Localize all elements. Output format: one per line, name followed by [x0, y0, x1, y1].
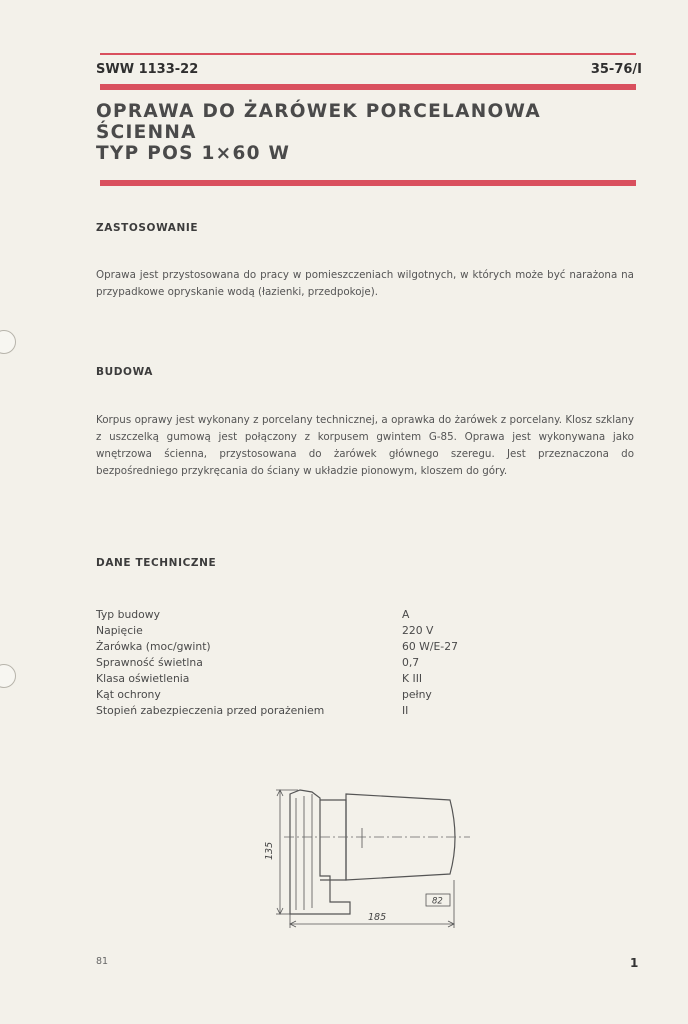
- spec-value: 0,7: [402, 656, 420, 669]
- section-text-zastosowanie: Oprawa jest przystosowana do pracy w pomieszczeniach wilgotnych, w których może być narażona na przypadkowe opryskanie wodą (łazienki, przedpokoje).: [96, 269, 634, 298]
- title-line-2: ŚCIENNA: [96, 122, 197, 143]
- document-code: SWW 1133-22: [96, 62, 199, 77]
- spec-label: Typ budowy: [96, 608, 160, 621]
- catalog-number: 35-76/I: [590, 62, 642, 77]
- page-title: [96, 101, 541, 164]
- punch-hole: [0, 664, 16, 688]
- punch-hole: [0, 330, 16, 354]
- height-dimension-label: 135: [264, 841, 275, 860]
- drawing-box-label: 82: [432, 896, 443, 907]
- spec-value: A: [402, 608, 410, 621]
- drawing-base-body: [290, 790, 350, 914]
- spec-value: pełny: [402, 688, 432, 701]
- width-dimension-label: 185: [368, 912, 387, 923]
- section-heading-zastosowanie: ZASTOSOWANIE: [96, 222, 199, 234]
- spec-value: 60 W/E-27: [402, 640, 458, 653]
- spec-value: K III: [402, 672, 423, 685]
- spec-value: 220 V: [402, 624, 434, 637]
- title-line-1: OPRAWA DO ŻARÓWEK PORCELANOWA: [96, 101, 542, 122]
- technical-drawing: [250, 780, 480, 940]
- spec-label: Kąt ochrony: [96, 688, 161, 701]
- section-heading-budowa: BUDOWA: [96, 366, 154, 378]
- spec-label: Żarówka (moc/gwint): [96, 640, 211, 653]
- spec-label: Sprawność świetlna: [96, 656, 203, 669]
- drawing-height-dimension: [276, 790, 298, 914]
- spec-label: Klasa oświetlenia: [96, 672, 190, 685]
- spec-label: Napięcie: [96, 624, 143, 637]
- title-rule: [100, 180, 636, 186]
- drawing-socket: [320, 800, 346, 880]
- section-heading-dane: DANE TECHNICZNE: [96, 557, 217, 569]
- page-number-left: 81: [96, 956, 109, 967]
- spec-label: Stopień zabezpieczenia przed porażeniem: [96, 704, 325, 717]
- page-number-right: 1: [630, 956, 639, 970]
- spec-value: II: [402, 704, 409, 717]
- top-rule: [100, 53, 636, 55]
- header-rule: [100, 84, 636, 90]
- title-line-3: TYP POS 1×60 W: [96, 143, 291, 164]
- section-text-budowa: Korpus oprawy jest wykonany z porcelany technicznej, a oprawka do żarówek z porcelany. Klosz szklany z uszczelką gumową jest połączony z korpusem gwintem G-85. Oprawa jest wykonywana jako wnętrzowa ścienna, przystosowana do żarówek głównego szeregu. Jest przeznaczona do bezpośredniego przykręcania do ściany w układzie pionowym, kloszem do góry.: [96, 414, 634, 477]
